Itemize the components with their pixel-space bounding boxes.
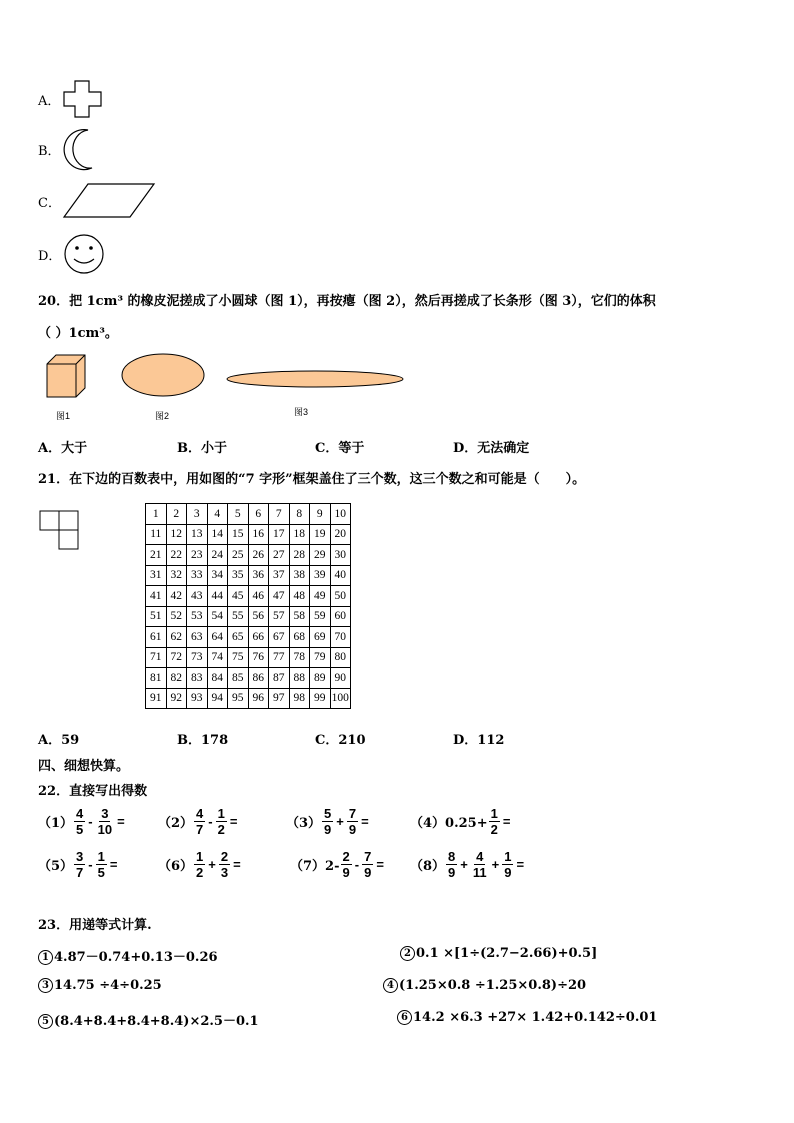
table-cell: 96: [248, 688, 269, 709]
table-cell: 16: [248, 524, 269, 545]
fraction: [216, 806, 227, 837]
table-cell: 7: [269, 504, 290, 525]
table-cell: 57: [269, 606, 290, 627]
q20-option-b: B．小于: [177, 441, 227, 456]
table-cell: 80: [330, 647, 351, 668]
q22-item-label: （5）: [38, 859, 74, 874]
table-cell: 66: [248, 627, 269, 648]
table-cell: 56: [248, 606, 269, 627]
fraction: [74, 849, 85, 880]
table-cell: 34: [207, 565, 228, 586]
table-cell: 26: [248, 545, 269, 566]
table-cell: 21: [146, 545, 167, 566]
flattened-clay-figure: [120, 352, 206, 398]
denominator: 5: [76, 822, 84, 837]
q20-option-d: D．无法确定: [453, 441, 530, 456]
table-cell: 82: [166, 668, 187, 689]
table-cell: 54: [207, 606, 228, 627]
numerator: 1: [217, 806, 225, 821]
table-cell: 73: [187, 647, 208, 668]
operator: +: [460, 857, 468, 872]
table-cell: 58: [289, 606, 310, 627]
denominator: 3: [220, 865, 229, 880]
q22-item-5: [38, 849, 119, 880]
table-cell: 62: [166, 627, 187, 648]
fraction: [471, 849, 489, 880]
table-cell: 38: [289, 565, 310, 586]
table-cell: 37: [269, 565, 290, 586]
circled-number: 2: [400, 946, 415, 961]
numerator: 4: [76, 806, 84, 821]
operator: =: [361, 814, 369, 829]
table-cell: 55: [228, 606, 249, 627]
table-cell: 23: [187, 545, 208, 566]
table-cell: 72: [166, 647, 187, 668]
q21-question: 21．在下边的百数表中，用如图的“7 字形”框架盖住了三个数，这三个数之和可能是（ ）。: [38, 472, 586, 487]
fig1-caption: 图1: [56, 411, 71, 421]
q22-item-label: （8）: [410, 859, 446, 874]
operator: =: [516, 857, 525, 872]
q22-item-label: （1）: [38, 816, 74, 831]
seven-shape-frame-icon: [39, 510, 81, 552]
table-cell: 11: [146, 524, 167, 545]
table-cell: 60: [330, 606, 351, 627]
numerator: 1: [196, 849, 204, 864]
table-row: [146, 627, 351, 648]
numerator: 5: [324, 806, 332, 821]
hundred-number-table: [145, 503, 351, 709]
circled-number: 6: [397, 1010, 412, 1025]
parallelogram-icon: [62, 182, 157, 220]
table-cell: 89: [310, 668, 331, 689]
operator: +: [208, 857, 216, 872]
table-cell: 14: [207, 524, 228, 545]
q22-item-label: （4）0.25+: [410, 816, 488, 831]
table-cell: 41: [146, 586, 167, 607]
table-cell: 4: [207, 504, 228, 525]
table-cell: 29: [310, 545, 331, 566]
option-letter: C．: [38, 196, 61, 211]
q23-expression: (8.4+8.4+8.4+8.4)×2.5－0.1: [54, 1014, 259, 1029]
option-letter: A．: [38, 94, 61, 109]
q23-expression: 14.75 ÷4÷0.25: [54, 978, 162, 993]
table-cell: 84: [207, 668, 228, 689]
table-cell: 64: [207, 627, 228, 648]
table-cell: 67: [269, 627, 290, 648]
table-cell: 100: [330, 688, 351, 709]
table-cell: 50: [330, 586, 351, 607]
q23-expression: (1.25×0.8 ÷1.25×0.8)÷20: [399, 978, 587, 993]
table-cell: 15: [228, 524, 249, 545]
table-cell: 9: [310, 504, 331, 525]
fraction: [219, 849, 230, 880]
q22-item-label: （7）2-: [290, 859, 340, 874]
operator: -: [354, 857, 360, 872]
table-cell: 8: [289, 504, 310, 525]
denominator: 11: [472, 865, 487, 880]
q23-item-2: [400, 946, 597, 961]
table-cell: 43: [187, 586, 208, 607]
table-cell: 19: [310, 524, 331, 545]
q20-option-c: C．等于: [315, 441, 365, 456]
fraction: [446, 849, 457, 880]
table-cell: 52: [166, 606, 187, 627]
section-four-heading: 四、细想快算。: [38, 759, 130, 774]
table-cell: 36: [248, 565, 269, 586]
fraction: [362, 849, 373, 880]
denominator: 10: [97, 822, 113, 837]
numerator: 7: [364, 849, 372, 864]
table-cell: 61: [146, 627, 167, 648]
table-cell: 10: [330, 504, 351, 525]
circled-number: 1: [38, 950, 53, 965]
table-cell: 92: [166, 688, 187, 709]
denominator: 2: [217, 822, 225, 837]
table-cell: 63: [187, 627, 208, 648]
q22-item-label: （2）: [158, 816, 194, 831]
q23-title: 23．用递等式计算.: [38, 918, 152, 933]
operator: +: [336, 814, 344, 829]
fraction: [322, 806, 333, 837]
table-cell: 59: [310, 606, 331, 627]
table-row: [146, 565, 351, 586]
table-cell: 22: [166, 545, 187, 566]
denominator: 9: [324, 822, 332, 837]
q22-item-2: [158, 806, 239, 837]
q22-item-4: [410, 806, 512, 837]
operator: =: [229, 814, 238, 829]
table-cell: 88: [289, 668, 310, 689]
operator: -: [88, 814, 93, 829]
q22-item-8: [410, 849, 526, 880]
table-cell: 46: [248, 586, 269, 607]
fraction: [96, 849, 107, 880]
table-cell: 76: [248, 647, 269, 668]
table-cell: 74: [207, 647, 228, 668]
table-cell: 97: [269, 688, 290, 709]
table-cell: 51: [146, 606, 167, 627]
fraction: [96, 806, 114, 837]
denominator: 9: [364, 865, 372, 880]
q23-item-6: [397, 1010, 657, 1025]
table-cell: 85: [228, 668, 249, 689]
table-cell: 53: [187, 606, 208, 627]
table-row: [146, 545, 351, 566]
q23-expression: 14.2 ×6.3 +27× 1.42+0.142÷0.01: [413, 1010, 658, 1025]
table-cell: 42: [166, 586, 187, 607]
table-cell: 69: [310, 627, 331, 648]
denominator: 9: [348, 822, 357, 837]
q20-question-line1: 20．把 1cm³ 的橡皮泥搓成了小圆球（图 1），再按瘪（图 2），然后再搓成了长条形（图 3），它们的体积: [38, 294, 656, 309]
table-cell: 18: [289, 524, 310, 545]
option-letter: D．: [38, 249, 62, 264]
numerator: 4: [476, 849, 484, 864]
table-cell: 40: [330, 565, 351, 586]
denominator: 9: [448, 865, 456, 880]
q22-item-7: [290, 849, 386, 880]
denominator: 2: [196, 865, 204, 880]
operator: =: [117, 814, 125, 829]
fraction: [341, 849, 352, 880]
table-cell: 17: [269, 524, 290, 545]
table-cell: 95: [228, 688, 249, 709]
q22-item-label: （3）: [286, 816, 322, 831]
numerator: 2: [220, 849, 229, 864]
table-row: [146, 668, 351, 689]
table-cell: 6: [248, 504, 269, 525]
table-cell: 3: [187, 504, 208, 525]
denominator: 9: [342, 865, 350, 880]
q23-item-1: [38, 946, 218, 965]
q22-item-6: [158, 849, 243, 880]
operator: =: [376, 857, 384, 872]
q22-item-3: [286, 806, 371, 837]
numerator: 1: [97, 849, 105, 864]
table-row: [146, 524, 351, 545]
q21-option-c: C．210: [315, 733, 366, 748]
table-cell: 48: [289, 586, 310, 607]
smiley-face-icon: [62, 233, 106, 275]
q20-option-a: A．大于: [38, 441, 88, 456]
table-cell: 83: [187, 668, 208, 689]
table-cell: 30: [330, 545, 351, 566]
table-cell: 39: [310, 565, 331, 586]
operator: =: [233, 857, 241, 872]
clay-cube-figure: [44, 352, 88, 400]
table-row: [146, 647, 351, 668]
table-cell: 68: [289, 627, 310, 648]
table-cell: 33: [187, 565, 208, 586]
operator: =: [502, 814, 511, 829]
table-cell: 44: [207, 586, 228, 607]
table-cell: 87: [269, 668, 290, 689]
numerator: 8: [448, 849, 456, 864]
q20-question-line2: （ ）1cm³。: [38, 326, 118, 341]
table-cell: 24: [207, 545, 228, 566]
table-cell: 5: [228, 504, 249, 525]
table-row: [146, 504, 351, 525]
numerator: 3: [101, 806, 109, 821]
operator: -: [88, 857, 93, 872]
numerator: 1: [490, 806, 498, 821]
plus-cross-shape-icon: [62, 80, 104, 120]
numerator: 7: [348, 806, 357, 821]
table-cell: 91: [146, 688, 167, 709]
q23-expression: 0.1 ×[1÷(2.7−2.66)+0.5]: [416, 946, 598, 961]
table-cell: 86: [248, 668, 269, 689]
table-cell: 71: [146, 647, 167, 668]
q22-title: 22．直接写出得数: [38, 784, 148, 799]
table-cell: 77: [269, 647, 290, 668]
q23-expression: 4.87－0.74+0.13－0.26: [54, 950, 218, 965]
q21-option-d: D．112: [453, 733, 505, 748]
table-cell: 70: [330, 627, 351, 648]
numerator: 4: [196, 806, 204, 821]
fraction: [194, 849, 205, 880]
circled-number: 5: [38, 1014, 53, 1029]
table-cell: 79: [310, 647, 331, 668]
q21-option-b: B．178: [177, 733, 229, 748]
denominator: 5: [97, 865, 105, 880]
table-cell: 81: [146, 668, 167, 689]
fraction: [347, 806, 358, 837]
table-cell: 90: [330, 668, 351, 689]
fig2-caption: 图2: [155, 411, 170, 421]
table-row: [146, 688, 351, 709]
table-cell: 27: [269, 545, 290, 566]
denominator: 9: [504, 865, 512, 880]
table-cell: 25: [228, 545, 249, 566]
table-cell: 12: [166, 524, 187, 545]
numerator: 1: [504, 849, 512, 864]
q22-item-label: （6）: [158, 859, 194, 874]
fraction: [489, 806, 500, 837]
table-cell: 78: [289, 647, 310, 668]
crescent-moon-icon: [62, 128, 102, 172]
table-cell: 1: [146, 504, 167, 525]
table-cell: 28: [289, 545, 310, 566]
table-cell: 49: [310, 586, 331, 607]
table-cell: 98: [289, 688, 310, 709]
table-cell: 99: [310, 688, 331, 709]
operator: =: [109, 857, 118, 872]
table-cell: 31: [146, 565, 167, 586]
denominator: 7: [196, 822, 204, 837]
fraction: [74, 806, 85, 837]
table-cell: 47: [269, 586, 290, 607]
operator: +: [491, 857, 500, 872]
table-row: [146, 586, 351, 607]
q22-item-1: [38, 806, 127, 837]
table-row: [146, 606, 351, 627]
fig3-caption: 图3: [294, 407, 309, 417]
fraction: [194, 806, 205, 837]
table-cell: 13: [187, 524, 208, 545]
table-cell: 32: [166, 565, 187, 586]
table-cell: 2: [166, 504, 187, 525]
numerator: 2: [342, 849, 350, 864]
table-cell: 45: [228, 586, 249, 607]
q23-item-4: [383, 978, 586, 993]
table-cell: 20: [330, 524, 351, 545]
q23-item-5: [38, 1010, 259, 1029]
table-cell: 65: [228, 627, 249, 648]
table-cell: 94: [207, 688, 228, 709]
table-cell: 35: [228, 565, 249, 586]
numerator: 3: [76, 849, 84, 864]
fraction: [502, 849, 513, 880]
operator: -: [208, 814, 213, 829]
denominator: 2: [490, 822, 498, 837]
circled-number: 3: [38, 978, 53, 993]
denominator: 7: [76, 865, 84, 880]
long-strip-clay-figure: [225, 369, 405, 389]
q21-option-a: A．59: [38, 733, 80, 748]
q23-item-3: [38, 978, 162, 993]
table-cell: 75: [228, 647, 249, 668]
option-letter: B．: [38, 144, 61, 159]
circled-number: 4: [383, 978, 398, 993]
table-cell: 93: [187, 688, 208, 709]
